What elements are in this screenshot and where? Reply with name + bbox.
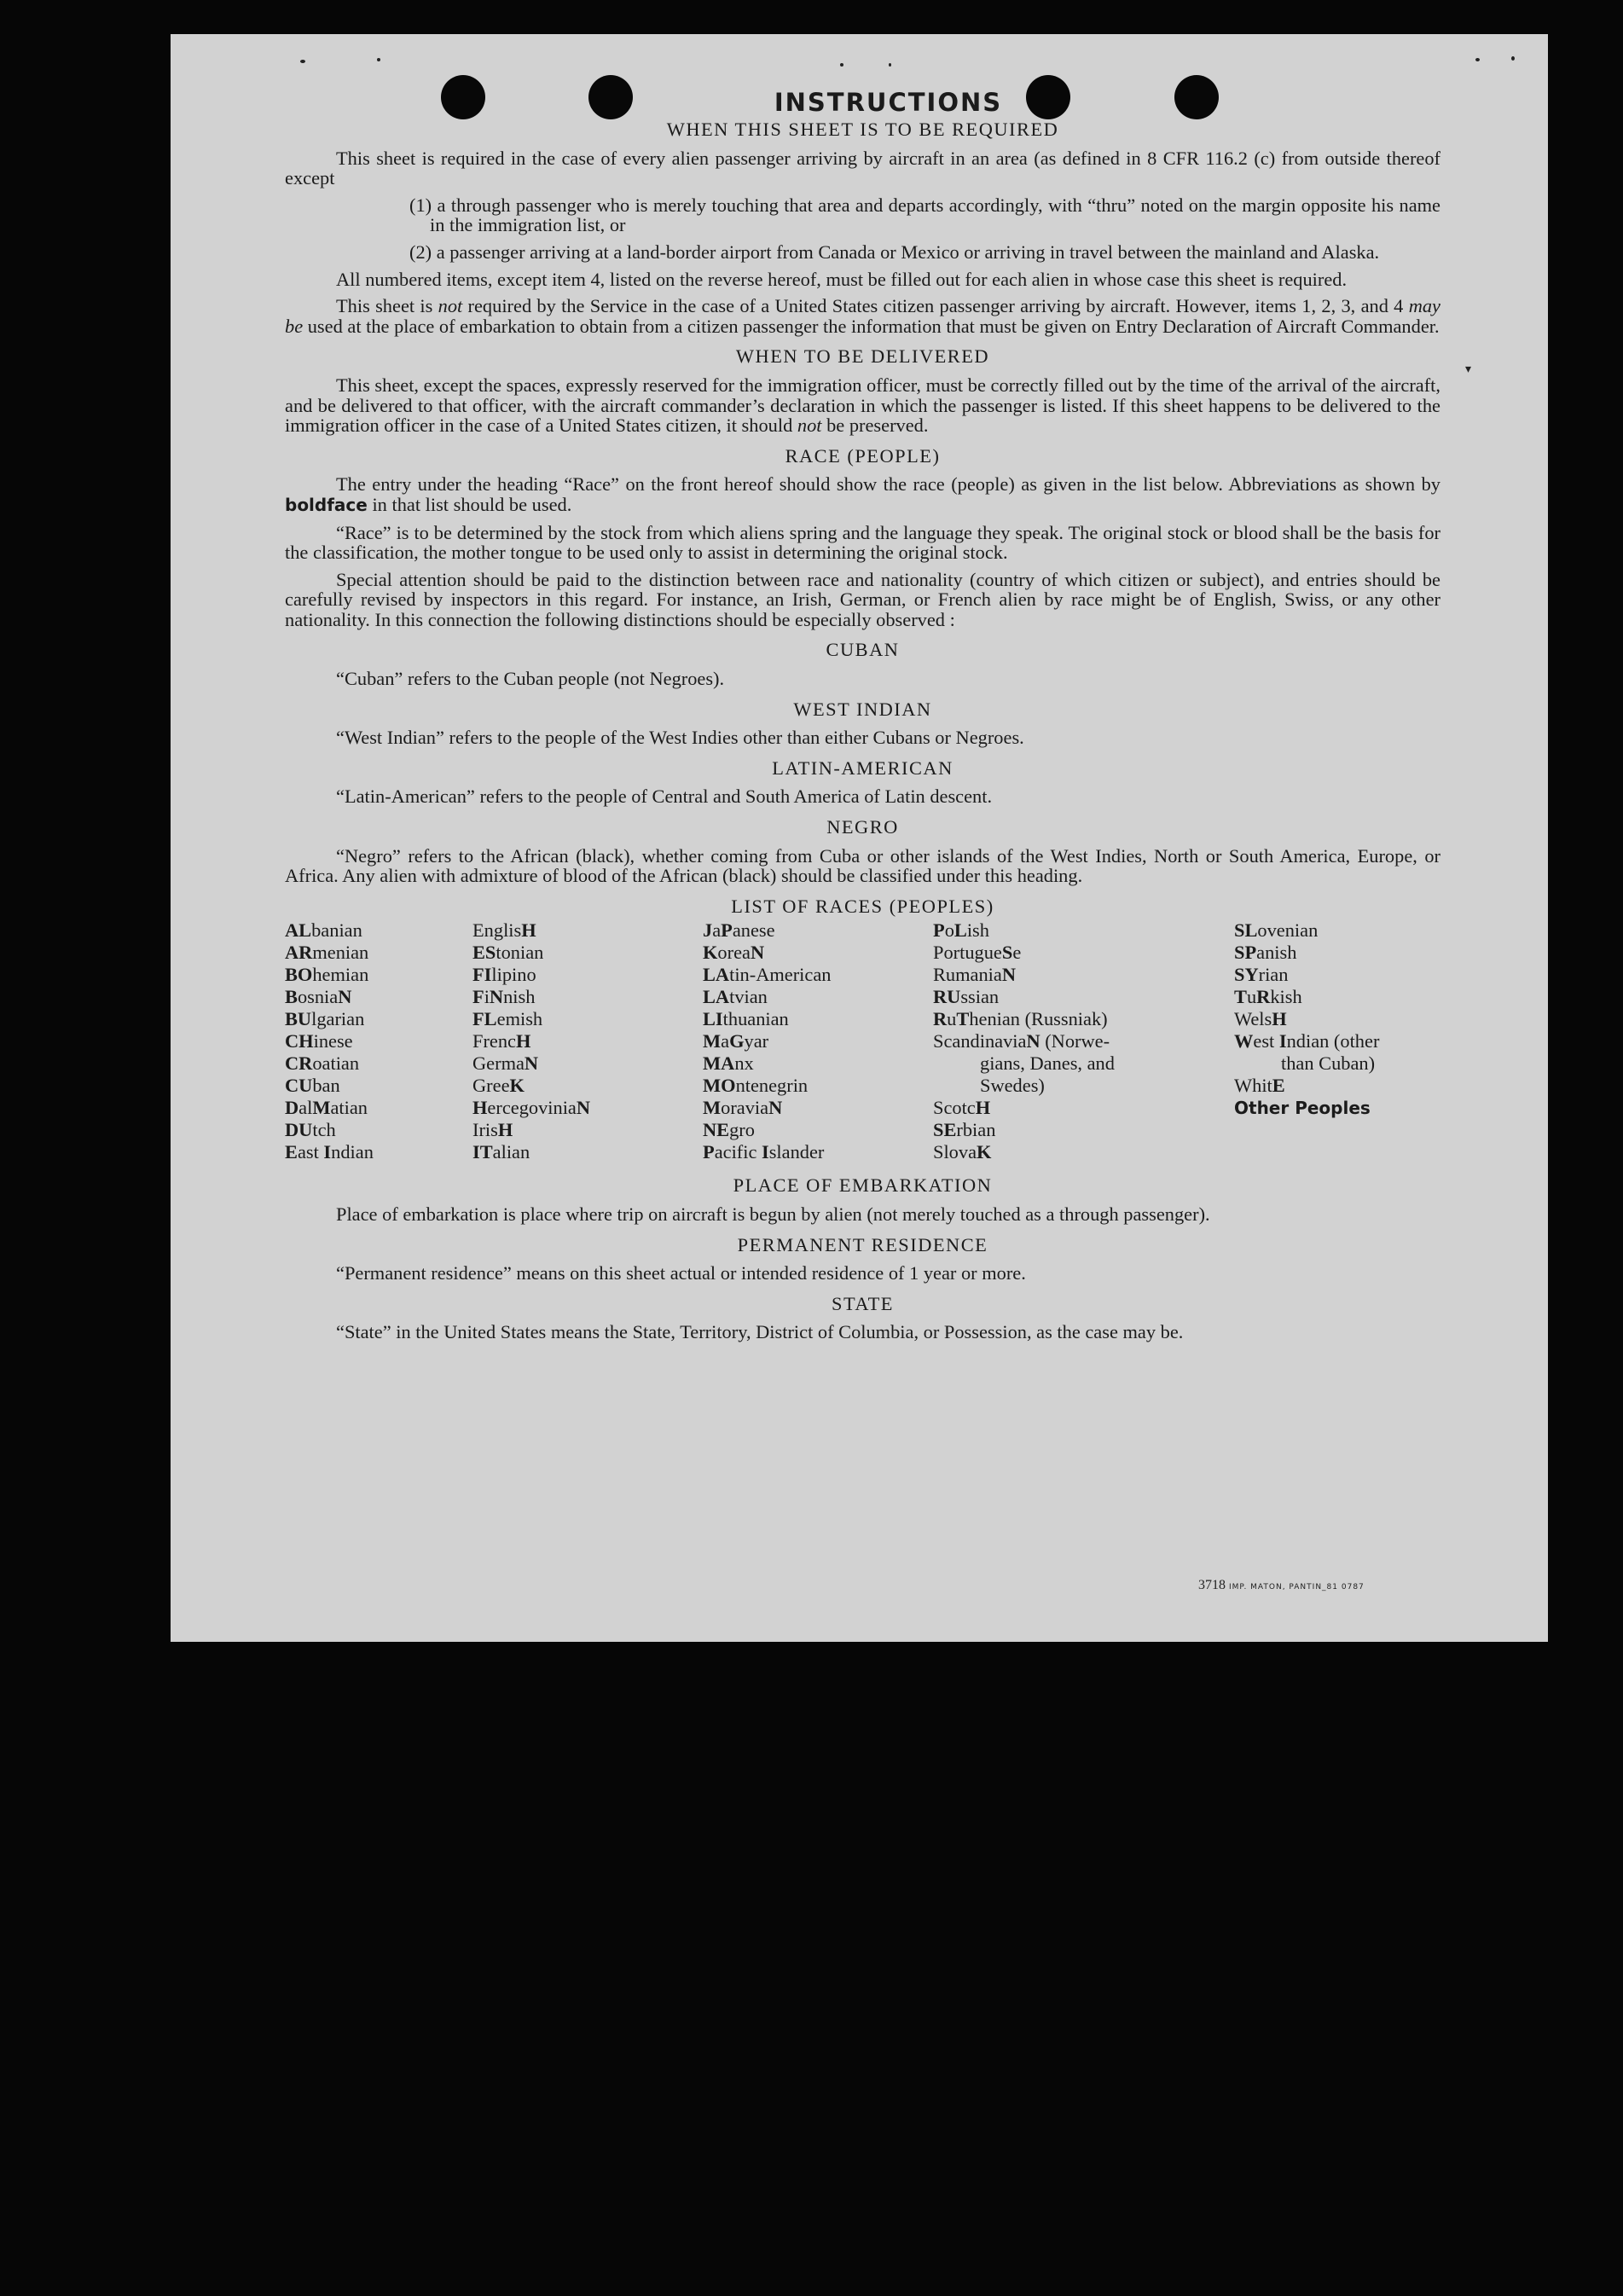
- race-text: u: [1246, 986, 1257, 1008]
- race-text: ish: [966, 919, 989, 942]
- race-entry: [472, 1052, 703, 1075]
- race-text: ban: [312, 1075, 340, 1097]
- race-abbrev: IT: [472, 1141, 493, 1163]
- race-entry: [933, 1141, 1234, 1163]
- race-entry: [285, 1097, 472, 1119]
- race-entry: [703, 1008, 933, 1030]
- race-abbrev: R: [1256, 986, 1271, 1008]
- race-abbrev: H: [521, 919, 536, 942]
- race-abbrev: I: [1278, 1030, 1287, 1052]
- race-text: Germa: [472, 1052, 525, 1075]
- race-abbrev: N: [1001, 964, 1017, 986]
- race-abbrev: P: [703, 1141, 715, 1163]
- race-text: than Cuban): [1281, 1052, 1376, 1075]
- race-entry: [1234, 964, 1440, 986]
- speck: [889, 63, 891, 67]
- paragraph: “Latin-American” refers to the people of Central and South America of Latin descent.: [336, 786, 993, 808]
- race-text: yar: [744, 1030, 769, 1052]
- race-abbrev: P: [721, 919, 733, 942]
- race-abbrev: M: [703, 1030, 722, 1052]
- heading-west-indian: WEST INDIAN: [793, 698, 932, 720]
- heading-latin-american: LATIN-AMERICAN: [772, 757, 954, 779]
- race-entry: [285, 964, 472, 986]
- race-abbrev: FI: [472, 964, 492, 986]
- race-abbrev: M: [312, 1097, 331, 1119]
- speck: [300, 60, 305, 63]
- race-entry: [703, 1030, 933, 1052]
- race-text: anish: [1256, 942, 1297, 964]
- race-text: a: [712, 919, 722, 942]
- race-entry: [472, 1008, 703, 1030]
- race-abbrev: B: [285, 986, 298, 1008]
- races-column: [285, 919, 472, 1163]
- paragraph: “State” in the United States means the State, Territory, District of Columbia, or Possession, as the case may be.: [336, 1321, 1184, 1343]
- race-text: atian: [330, 1097, 368, 1119]
- paragraph: “Negro” refers to the African (black), whether coming from Cuba or other islands of the West Indies, North or South America, Europe, or Africa. Any alien with admixture of blood of the African (black) should be classified under this heading.: [285, 844, 1440, 887]
- race-text: tvian: [729, 986, 768, 1008]
- margin-mark: ▾: [1465, 363, 1472, 376]
- race-entry: [1234, 1075, 1440, 1097]
- race-text: thuanian: [722, 1008, 789, 1030]
- race-text: u: [947, 1008, 957, 1030]
- text-run: be preserved.: [821, 415, 929, 437]
- race-text: anese: [732, 919, 775, 942]
- race-text: Swedes): [980, 1075, 1045, 1097]
- race-entry: [933, 986, 1234, 1008]
- race-text: osnia: [297, 986, 339, 1008]
- race-abbrev: H: [472, 1097, 488, 1119]
- race-entry: [703, 942, 933, 964]
- race-text: (Norwe-: [1040, 1030, 1110, 1052]
- race-text: Gree: [472, 1075, 510, 1097]
- emphasis: may be: [285, 295, 1440, 337]
- heading-race: RACE (PEOPLE): [785, 444, 941, 467]
- race-text: oatian: [312, 1052, 360, 1075]
- race-text: nish: [503, 986, 536, 1008]
- races-column: [472, 919, 703, 1163]
- race-entry: [285, 1119, 472, 1141]
- speck: [1475, 58, 1480, 61]
- race-text: al: [299, 1097, 313, 1119]
- race-entry: [703, 986, 933, 1008]
- race-abbrev: H: [497, 1119, 513, 1141]
- race-abbrev: T: [1234, 986, 1247, 1008]
- race-abbrev: CR: [285, 1052, 313, 1075]
- race-text: lgarian: [311, 1008, 365, 1030]
- race-entry: [472, 1119, 703, 1141]
- race-text: tin-American: [729, 964, 832, 986]
- race-text: gro: [729, 1119, 755, 1141]
- race-text: gians, Danes, and: [980, 1052, 1115, 1075]
- race-abbrev: CU: [285, 1075, 313, 1097]
- race-entry: [1234, 1008, 1440, 1030]
- race-text: lipino: [491, 964, 536, 986]
- race-entry: [1234, 1052, 1440, 1075]
- race-abbrev: N: [750, 942, 765, 964]
- race-text: Scotc: [933, 1097, 976, 1119]
- race-abbrev: E: [285, 1141, 298, 1163]
- race-abbrev: E: [1272, 1075, 1285, 1097]
- race-text: rian: [1258, 964, 1289, 986]
- text-run: in that list should be used.: [367, 493, 572, 515]
- heading-negro: NEGRO: [826, 816, 899, 838]
- text-run: This sheet is: [336, 295, 438, 317]
- list-item: (2) a passenger arriving at a land-border airport from Canada or Mexico or arriving in travel between the mainland and Alaska.: [409, 241, 1380, 263]
- race-text: inese: [313, 1030, 353, 1052]
- race-entry: [933, 1097, 1234, 1119]
- speck: [1511, 56, 1515, 61]
- race-entry: [285, 1075, 472, 1097]
- form-number: [1198, 1578, 1365, 1593]
- race-entry: [285, 986, 472, 1008]
- race-abbrev: ES: [472, 942, 496, 964]
- page-title: INSTRUCTIONS: [774, 88, 1003, 117]
- race-text: ndian: [331, 1141, 374, 1163]
- races-column: [703, 919, 933, 1163]
- race-abbrev: N: [1026, 1030, 1040, 1052]
- race-abbrev: BU: [285, 1008, 312, 1030]
- race-text: ast: [297, 1141, 324, 1163]
- race-text: emish: [496, 1008, 543, 1030]
- race-text: tonian: [496, 942, 544, 964]
- emphasis: not: [797, 415, 822, 437]
- race-abbrev: Other Peoples: [1234, 1098, 1371, 1119]
- race-text: Whit: [1234, 1075, 1272, 1097]
- race-entry: [285, 1141, 472, 1163]
- race-abbrev: BO: [285, 964, 313, 986]
- race-entry: [933, 942, 1234, 964]
- race-abbrev: N: [576, 1097, 591, 1119]
- race-entry: [703, 1141, 933, 1163]
- race-abbrev: N: [524, 1052, 539, 1075]
- text-run: The entry under the heading “Race” on the front hereof should show the race (people) as given in the list below. Abbreviations as shown by: [336, 473, 1440, 496]
- race-text: i: [484, 986, 490, 1008]
- race-abbrev: LA: [703, 964, 730, 986]
- race-abbrev: I: [323, 1141, 332, 1163]
- race-abbrev: RU: [933, 986, 961, 1008]
- paragraph: Special attention should be paid to the distinction between race and nationality (country of which citizen or subject), and entries should be carefully revised by inspectors in this regard. For instance, an Irish, German, or French alien by race might be of English, Swiss, or any other nationality. In this connection the following distinctions should be especially observed :: [285, 568, 1440, 630]
- race-abbrev: MA: [703, 1052, 735, 1075]
- race-entry: [1234, 986, 1440, 1008]
- races-column: [1234, 919, 1440, 1163]
- race-entry: [472, 1097, 703, 1119]
- heading-list-of-races: LIST OF RACES (PEOPLES): [731, 895, 994, 917]
- race-entry: [703, 1119, 933, 1141]
- race-abbrev: M: [703, 1097, 722, 1119]
- paragraph: [285, 474, 1440, 515]
- paragraph: Place of embarkation is place where trip on aircraft is begun by alien (not merely touched as a through passenger).: [336, 1203, 1210, 1225]
- race-entry: [933, 1119, 1234, 1141]
- race-entry: [703, 964, 933, 986]
- race-abbrev: G: [729, 1030, 745, 1052]
- race-abbrev: K: [509, 1075, 525, 1097]
- race-entry: [285, 1008, 472, 1030]
- race-abbrev: N: [489, 986, 504, 1008]
- race-abbrev: SE: [933, 1119, 957, 1141]
- race-text: kish: [1270, 986, 1302, 1008]
- race-abbrev: AL: [285, 919, 312, 942]
- race-abbrev: F: [472, 986, 484, 1008]
- race-abbrev: DU: [285, 1119, 313, 1141]
- race-text: Rumania: [933, 964, 1002, 986]
- race-text: e: [1012, 942, 1022, 964]
- race-text: Frenc: [472, 1030, 516, 1052]
- race-entry: [472, 1075, 703, 1097]
- race-text: orea: [717, 942, 751, 964]
- race-abbrev: K: [977, 1141, 992, 1163]
- race-text: henian (Russniak): [969, 1008, 1108, 1030]
- race-text: rbian: [956, 1119, 996, 1141]
- race-entry: [1234, 1097, 1440, 1119]
- race-abbrev: I: [762, 1141, 769, 1163]
- race-entry: [933, 1075, 1234, 1097]
- paragraph: “Permanent residence” means on this sheet actual or intended residence of 1 year or more.: [336, 1262, 1026, 1284]
- printer-imprint: IMP. MATON, PANTIN_81 0787: [1229, 1583, 1365, 1592]
- speck: [377, 58, 380, 61]
- paragraph: All numbered items, except item 4, listed on the reverse hereof, must be filled out for each alien in whose case this sheet is required.: [336, 268, 1348, 290]
- race-abbrev: S: [1001, 942, 1013, 964]
- race-entry: [472, 942, 703, 964]
- race-abbrev: H: [1272, 1008, 1287, 1030]
- race-entry: [703, 1052, 933, 1075]
- race-abbrev: D: [285, 1097, 299, 1119]
- race-text: ndian (other: [1286, 1030, 1380, 1052]
- race-abbrev: SL: [1234, 919, 1258, 942]
- race-abbrev: LA: [703, 986, 730, 1008]
- race-text: oravia: [721, 1097, 769, 1119]
- race-abbrev: MO: [703, 1075, 736, 1097]
- race-entry: [285, 1052, 472, 1075]
- race-entry: [285, 919, 472, 942]
- form-code: 3718: [1198, 1578, 1226, 1592]
- race-abbrev: LI: [703, 1008, 723, 1030]
- race-entry: [933, 1008, 1234, 1030]
- list-item: (1) a through passenger who is merely touching that area and departs accordingly, with “thru” noted on the margin opposite his name in the immigration list, or: [409, 194, 1440, 236]
- emphasis: not: [438, 295, 463, 317]
- race-text: ssian: [960, 986, 1000, 1008]
- race-text: acific: [714, 1141, 762, 1163]
- race-entry: [1234, 1030, 1440, 1052]
- race-entry: [1234, 919, 1440, 942]
- race-abbrev: SP: [1234, 942, 1257, 964]
- race-text: alian: [492, 1141, 530, 1163]
- race-abbrev: N: [768, 1097, 783, 1119]
- race-abbrev: NE: [703, 1119, 730, 1141]
- document-page: [171, 34, 1548, 1642]
- speck: [840, 63, 843, 67]
- race-entry: [472, 1030, 703, 1052]
- heading-embarkation: PLACE OF EMBARKATION: [733, 1174, 993, 1197]
- paragraph: “Race” is to be determined by the stock from which aliens spring and the language they speak. The original stock or blood shall be the basis for the classification, the mother tongue to be used only to assist in determining the original stock.: [285, 521, 1440, 564]
- race-abbrev: J: [703, 919, 713, 942]
- race-entry: [703, 1097, 933, 1119]
- race-abbrev: AR: [285, 942, 313, 964]
- races-column: [933, 919, 1234, 1163]
- race-text: tch: [312, 1119, 336, 1141]
- instructions-content: [285, 85, 1440, 1349]
- heading-state: STATE: [832, 1292, 894, 1314]
- race-entry: [933, 964, 1234, 986]
- paragraph: [285, 375, 1440, 436]
- race-entry: [703, 1075, 933, 1097]
- race-text: hemian: [312, 964, 369, 986]
- race-text: est: [1253, 1030, 1279, 1052]
- race-abbrev: P: [933, 919, 945, 942]
- race-text: o: [944, 919, 954, 942]
- paragraph: “West Indian” refers to the people of the West Indies other than either Cubans or Negroes.: [336, 727, 1024, 749]
- races-list: [285, 919, 1440, 1163]
- race-text: slander: [768, 1141, 825, 1163]
- race-entry: [472, 919, 703, 942]
- heading-when-required: WHEN THIS SHEET IS TO BE REQUIRED: [666, 119, 1059, 140]
- heading-permanent-residence: PERMANENT RESIDENCE: [737, 1233, 988, 1255]
- race-text: ercegovinia: [487, 1097, 577, 1119]
- heading-when-delivered: WHEN TO BE DELIVERED: [735, 345, 990, 368]
- race-text: Wels: [1234, 1008, 1272, 1030]
- paragraph: This sheet is required in the case of every alien passenger arriving by aircraft in an area (as defined in 8 CFR 116.2 (c) from outside thereof except: [285, 147, 1440, 189]
- race-text: Portugue: [933, 942, 1002, 964]
- race-entry: [472, 986, 703, 1008]
- race-text: menian: [312, 942, 369, 964]
- race-text: Englis: [472, 919, 522, 942]
- race-abbrev: L: [954, 919, 967, 942]
- race-entry: [285, 1030, 472, 1052]
- race-abbrev: R: [933, 1008, 948, 1030]
- race-entry: [1234, 942, 1440, 964]
- boldface-word: boldface: [285, 494, 368, 515]
- race-abbrev: K: [703, 942, 718, 964]
- heading-cuban: CUBAN: [826, 639, 900, 661]
- race-entry: [472, 1141, 703, 1163]
- race-text: ntenegrin: [735, 1075, 809, 1097]
- text-run: used at the place of embarkation to obtain from a citizen passenger the information that must be given on Entry Declaration of Aircraft Commander.: [303, 315, 1440, 337]
- race-text: a: [721, 1030, 730, 1052]
- race-entry: [933, 1052, 1234, 1075]
- race-abbrev: CH: [285, 1030, 314, 1052]
- race-text: Slova: [933, 1141, 977, 1163]
- race-text: Iris: [472, 1119, 498, 1141]
- race-abbrev: T: [956, 1008, 970, 1030]
- race-abbrev: H: [975, 1097, 991, 1119]
- race-abbrev: FL: [472, 1008, 497, 1030]
- race-text: banian: [311, 919, 362, 942]
- race-entry: [703, 919, 933, 942]
- race-text: nx: [734, 1052, 754, 1075]
- race-text: Scandinavia: [933, 1030, 1027, 1052]
- text-run: required by the Service in the case of a United States citizen passenger arriving by aircraft. However, items 1, 2, 3, and 4: [462, 295, 1409, 317]
- paragraph: “Cuban” refers to the Cuban people (not Negroes).: [336, 668, 725, 690]
- race-entry: [285, 942, 472, 964]
- paragraph: [285, 296, 1440, 336]
- race-entry: [933, 919, 1234, 942]
- race-abbrev: H: [515, 1030, 531, 1052]
- race-abbrev: N: [338, 986, 352, 1008]
- race-abbrev: W: [1234, 1030, 1254, 1052]
- race-entry: [933, 1030, 1234, 1052]
- race-text: ovenian: [1257, 919, 1319, 942]
- race-entry: [472, 964, 703, 986]
- race-abbrev: SY: [1234, 964, 1259, 986]
- text-run: This sheet, except the spaces, expressly reserved for the immigration officer, must be correctly filled out by the time of the arrival of the aircraft, and be delivered to that officer, with the aircraft commander’s declaration in which the passenger is listed. If this sheet happens to be delivered to the immigration officer in the case of a United States citizen, it should: [285, 374, 1440, 437]
